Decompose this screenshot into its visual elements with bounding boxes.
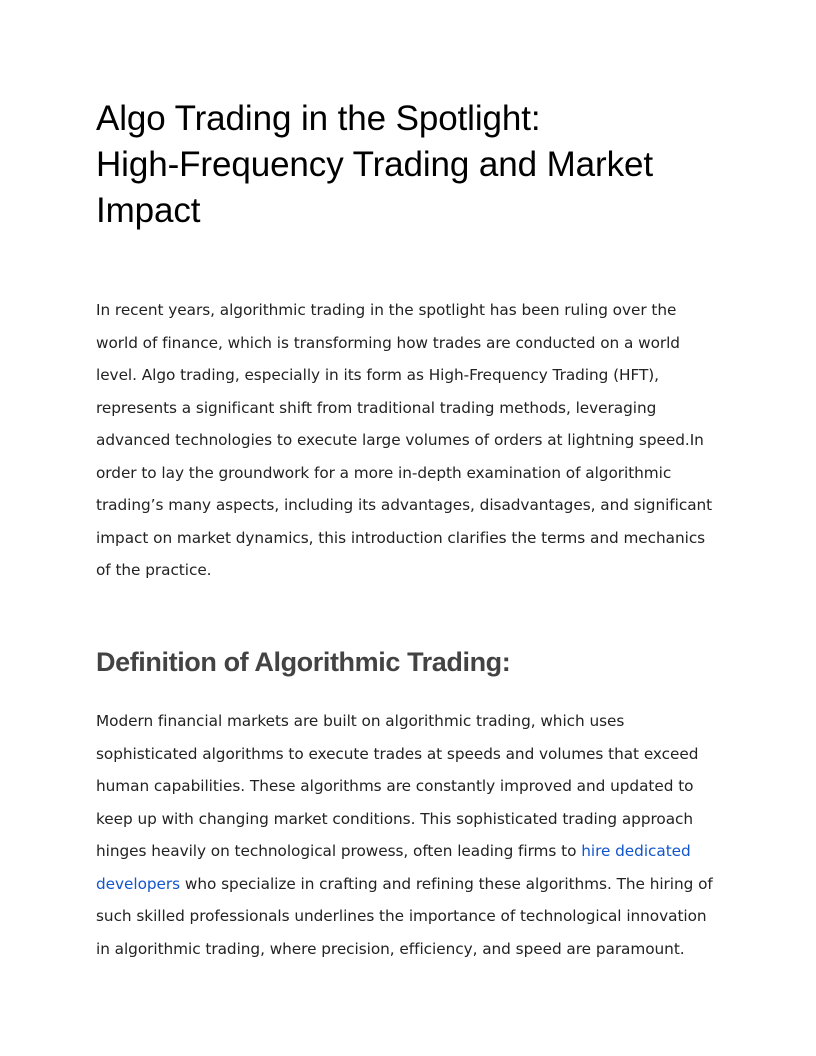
title-line: Algo Trading in the Spotlight:: [96, 99, 541, 138]
paragraph-line: trading’s many aspects, including its advantages, disadvantages, and significant: [96, 496, 713, 514]
paragraph-line: impact on market dynamics, this introduction clarifies the terms and mechanics: [96, 528, 706, 547]
definition-paragraph: [96, 705, 713, 965]
title-line: High-Frequency Trading and Market: [96, 145, 653, 184]
paragraph-line: In recent years, algorithmic trading in the spotlight has been ruling over the: [96, 301, 677, 319]
paragraph-line: keep up with changing market conditions. This sophisticated trading approach: [96, 809, 694, 828]
title-line: Impact: [96, 191, 201, 230]
hire-developers-link[interactable]: hire dedicated: [581, 842, 691, 860]
paragraph-line: Modern financial markets are built on algorithmic trading, which uses: [96, 712, 625, 730]
document-title: [96, 96, 726, 234]
paragraph-line: [96, 835, 713, 868]
paragraph-line: of the practice.: [96, 561, 212, 579]
hire-developers-link-continued[interactable]: developers: [96, 874, 181, 893]
paragraph-line: order to lay the groundwork for a more in-depth examination of algorithmic: [96, 463, 672, 482]
paragraph-line: sophisticated algorithms to execute trades at speeds and volumes that exceed: [96, 744, 699, 763]
paragraph-line: advanced technologies to execute large volumes of orders at lightning speed.In: [96, 431, 704, 449]
line-text: who specialize in crafting and refining these algorithms. The hiring of: [180, 874, 713, 893]
intro-paragraph: [96, 294, 712, 587]
paragraph-line: [96, 868, 713, 901]
paragraph-line: in algorithmic trading, where precision, efficiency, and speed are paramount.: [96, 939, 685, 958]
paragraph-line: such skilled professionals underlines the importance of technological innovation: [96, 907, 707, 925]
paragraph-line: level. Algo trading, especially in its form as High-Frequency Trading (HFT),: [96, 366, 659, 384]
section-heading: Definition of Algorithmic Trading:: [96, 647, 511, 677]
paragraph-line: represents a significant shift from traditional trading methods, leveraging: [96, 398, 657, 417]
paragraph-line: world of finance, which is transforming how trades are conducted on a world: [96, 333, 680, 352]
line-text: hinges heavily on technological prowess, often leading firms to: [96, 842, 582, 860]
paragraph-line: human capabilities. These algorithms are constantly improved and updated to: [96, 777, 694, 795]
document-page: [96, 96, 726, 958]
